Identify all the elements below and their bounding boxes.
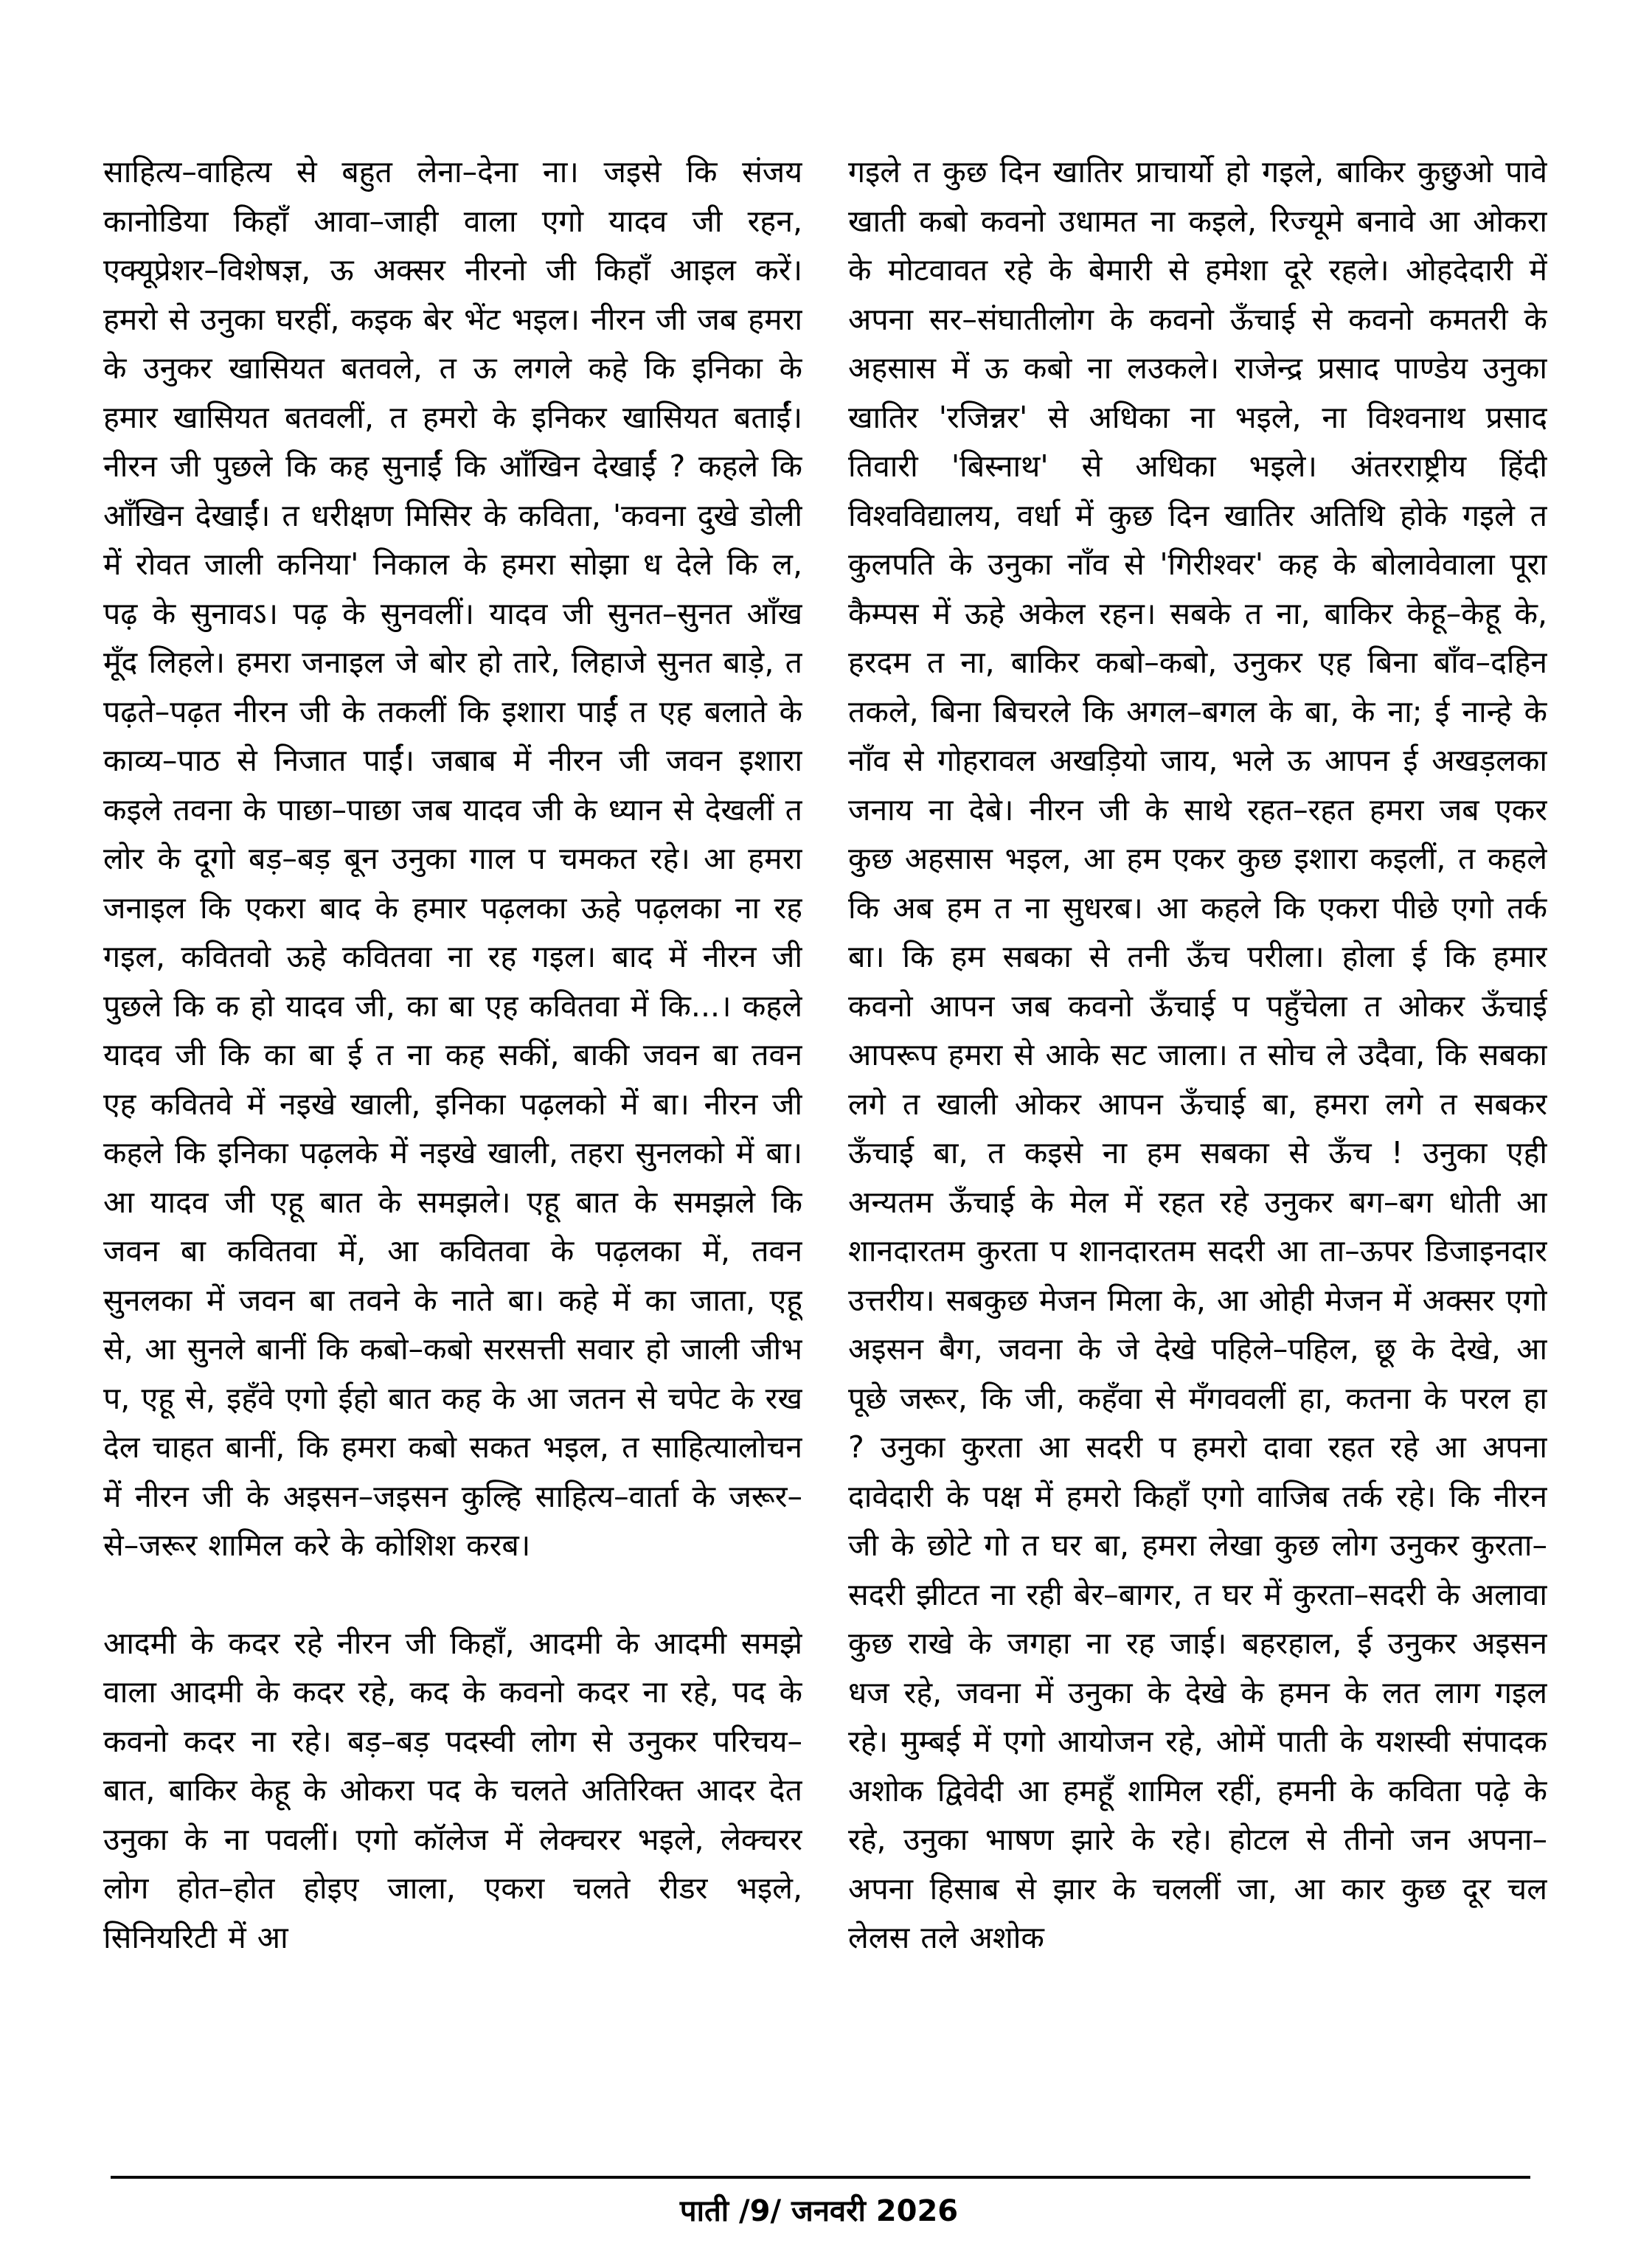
- left-column: [103, 148, 802, 2148]
- paragraph-one: साहित्य–वाहित्य से बहुत लेना–देना ना। जइसे कि संजय कानोडिया किहाँ आवा–जाही वाला एगो यादव जी रहन, एक्यूप्रेशर–विशेषज्ञ, ऊ अक्सर नीरनो जी किहाँ आइल करें। हमरो से उनुका घरहीं, कइक बेर भेंट भइल। नीरन जी जब हमरा के उनुकर खासियत बतवले, त ऊ लगले कहे कि इनिका के हमार खासियत बतवलीं, त हमरो के इनिकर खासियत बताईं। नीरन जी पुछले कि कह सुनाईं कि आँखिन देखाईं ? कहले कि आँखिन देखाईं। त धरीक्षण मिसिर के कविता, 'कवना दुखे डोली में रोवत जाली कनिया' निकाल के हमरा सोझा ध देले कि ल, पढ़ के सुनावऽ। पढ़ के सुनवलीं। यादव जी सुनत–सुनत आँख मूँद लिहले। हमरा जनाइल जे बोर हो तारे, लिहाजे सुनत बाड़े, त पढ़ते–पढ़त नीरन जी के तकलीं कि इशारा पाईं त एह बलाते के काव्य–पाठ से निजात पाईं। जबाब में नीरन जी जवन इशारा कइले तवना के पाछा–पाछा जब यादव जी के ध्यान से देखलीं त लोर के दूगो बड़–बड़ बून उनुका गाल प चमकत रहे। आ हमरा जनाइल कि एकरा बाद के हमार पढ़लका ऊहे पढ़लका ना रह गइल, कवितवो ऊहे कवितवा ना रह गइल। बाद में नीरन जी पुछले कि क हो यादव जी, का बा एह कवितवा में कि...। कहले यादव जी कि का बा ई त ना कह सकीं, बाकी जवन बा तवन एह कवितवे में नइखे खाली, इनिका पढ़लको में बा। नीरन जी कहले कि इनिका पढ़लके में नइखे खाली, तहरा सुनलको में बा। आ यादव जी एहू बात के समझले। एहू बात के समझले कि जवन बा कवितवा में, आ कवितवा के पढ़लका में, तवन सुनलका में जवन बा तवने के नाते बा। कहे में का जाता, एहू से, आ सुनले बानीं कि कबो–कबो सरसत्ती सवार हो जाली जीभ प, एहू से, इहँवे एगो ईहो बात कह के आ जतन से चपेट के रख देल चाहत बानीं, कि हमरा कबो सकत भइल, त साहित्यालोचन में नीरन जी के अइसन–जइसन कुल्हि साहित्य–वार्ता के जरूर–से–जरूर शामिल करे के कोशिश करब।: [103, 154, 802, 1563]
- right-column: [848, 148, 1547, 2148]
- paragraph-two-continuation: गइले त कुछ दिन खातिर प्राचार्यो हो गइले, बाकिर कुछुओ पावे खाती कबो कवनो उधामत ना कइले, रिज्यूमे बनावे आ ओकरा के मोटवावत रहे के बेमारी से हमेशा दूरे रहले। ओहदेदारी में अपना सर–संघातीलोग के कवनो ऊँचाई से कवनो कमतरी के अहसास में ऊ कबो ना लउकले। राजेन्द्र प्रसाद पाण्डेय उनुका खातिर 'रजिन्नर' से अधिका ना भइले, ना विश्वनाथ प्रसाद तिवारी 'बिस्नाथ' से अधिका भइले। अंतरराष्ट्रीय हिंदी विश्वविद्यालय, वर्धा में कुछ दिन खातिर अतिथि होके गइले त कुलपति के उनुका नाँव से 'गिरीश्वर' कह के बोलावेवाला पूरा कैम्पस में ऊहे अकेल रहन। सबके त ना, बाकिर केहू–केहू के, हरदम त ना, बाकिर कबो–कबो, उनुकर एह बिना बाँव–दहिन तकले, बिना बिचरले कि अगल–बगल के बा, के ना; ई नान्हे के नाँव से गोहरावल अखड़ियो जाय, भले ऊ आपन ई अखड़लका जनाय ना देबे। नीरन जी के साथे रहत–रहत हमरा जब एकर कुछ अहसास भइल, आ हम एकर कुछ इशारा कइलीं, त कहले कि अब हम त ना सुधरब। आ कहले कि एकरा पीछे एगो तर्क बा। कि हम सबका से तनी ऊँच परीला। होला ई कि हमार कवनो आपन जब कवनो ऊँचाई प पहुँचेला त ओकर ऊँचाई आपरूप हमरा से आके सट जाला। त सोच ले उदैवा, कि सबका लगे त खाली ओकर आपन ऊँचाई बा, हमरा लगे त सबकर ऊँचाई बा, त कइसे ना हम सबका से ऊँच ! उनुका एही अन्यतम ऊँचाई के मेल में रहत रहे उनुकर बग–बग धोती आ शानदारतम कुरता प शानदारतम सदरी आ ता–ऊपर डिजाइनदार उत्तरीय। सबकुछ मेजन मिला के, आ ओही मेजन में अक्सर एगो अइसन बैग, जवना के जे देखे पहिले–पहिल, छू के देखे, आ पूछे जरूर, कि जी, कहँवा से मँगववलीं हा, कतना के परल हा ? उनुका कुरता आ सदरी प हमरो दावा रहत रहे आ अपना दावेदारी के पक्ष में हमरो किहाँ एगो वाजिब तर्क रहे। कि नीरन जी के छोटे गो त घर बा, हमरा लेखा कुछ लोग उनुकर कुरता–सदरी झीटत ना रही बेर–बागर, त घर में कुरता–सदरी के अलावा कुछ राखे के जगहा ना रह जाई। बहरहाल, ई उनुकर अइसन धज रहे, जवना में उनुका के देखे के हमन के लत लाग गइल रहे। मुम्बई में एगो आयोजन रहे, ओमें पाती के यशस्वी संपादक अशोक द्विवेदी आ हमहूँ शामिल रहीं, हमनी के कविता पढ़े के रहे, उनुका भाषण झारे के रहे। होटल से तीनो जन अपना–अपना हिसाब से झार के चललीं जा, आ कार कुछ दूर चल लेलस तले अशोक: [848, 154, 1547, 1955]
- footer-pagination: पाती /9/ जनवरी 2026: [679, 2194, 959, 2228]
- paragraph-two-start: आदमी के कदर रहे नीरन जी किहाँ, आदमी के आदमी समझे वाला आदमी के कदर रहे, कद के कवनो कदर ना रहे, पद के कवनो कदर ना रहे। बड़–बड़ पदस्वी लोग से उनुकर परिचय–बात, बाकिर केहू के ओकरा पद के चलते अतिरिक्त आदर देत उनुका के ना पवलीं। एगो कॉलेज में लेक्चरर भइले, लेक्चरर लोग होत–होत होइए जाला, एकरा चलते रीडर भइले, सिनियरिटी में आ: [103, 1625, 802, 1955]
- footer-rule: [111, 2176, 1530, 2179]
- text-columns: [103, 148, 1547, 2148]
